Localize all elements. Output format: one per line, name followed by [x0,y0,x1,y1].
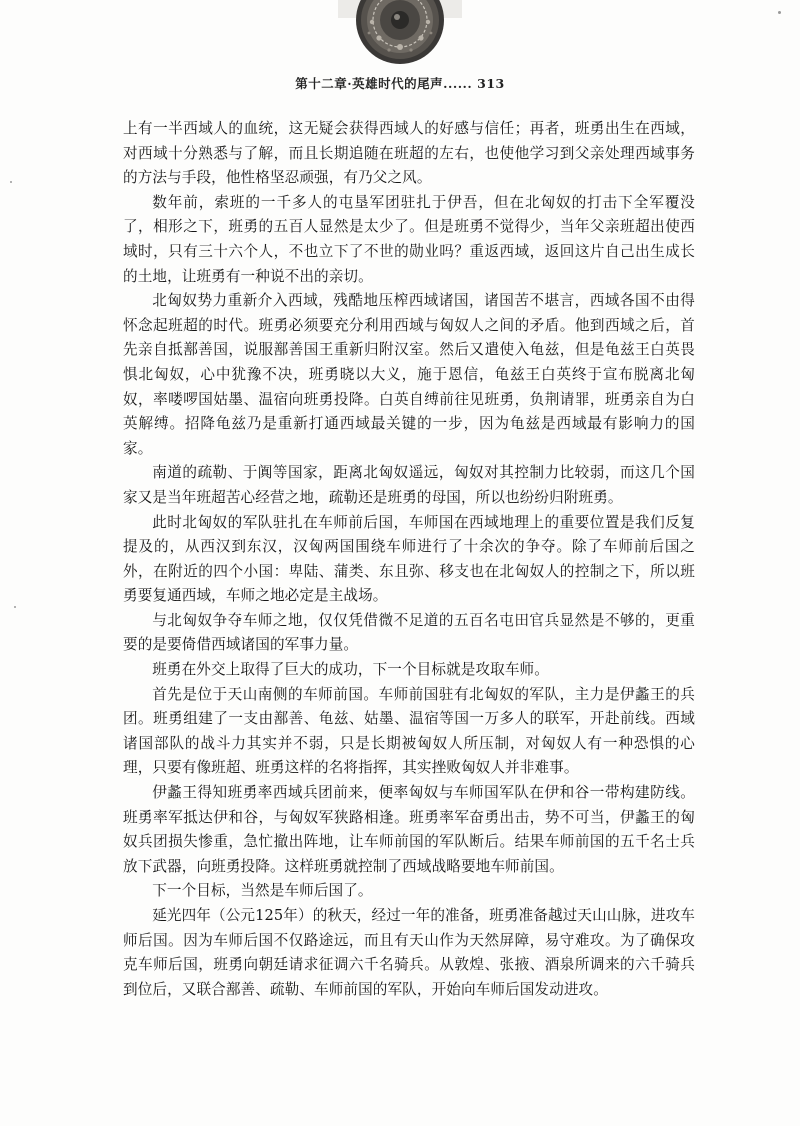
paragraph: 首先是位于天山南侧的车师前国。车师前国驻有北匈奴的军队，主力是伊蠡王的兵团。班勇组建了一支由鄯善、龟兹、姑墨、温宿等国一万多人的联军，开赴前线。西域诸国部队的战斗力其实并不弱，只是长期被匈奴人所压制，对匈奴人有一种恐惧的心理，只要有像班超、班勇这样的名将指挥，其实挫败匈奴人并非难事。 [123,685,695,777]
paragraph: 南道的疏勒、于阗等国家，距离北匈奴遥远，匈奴对其控制力比较弱，而这几个国家又是当年班超苦心经营之地，疏勒还是班勇的母国，所以也纷纷归附班勇。 [123,464,695,506]
paragraph: 此时北匈奴的军队驻扎在车师前后国，车师国在西域地理上的重要位置是我们反复提及的，从西汉到东汉，汉匈两国围绕车师进行了十余次的争夺。除了车师前后国之外，在附近的四个小国：卑陆、蒲类、东且弥、移支也在北匈奴人的控制之下，所以班勇要复通西域，车师之地必定是主战场。 [123,513,695,605]
paragraph: 下一个目标，当然是车师后国了。 [152,882,373,900]
scan-speck [14,606,16,608]
body-text [123,117,695,1002]
paragraph: 伊蠡王得知班勇率西域兵团前来，便率匈奴与车师国军队在伊和谷一带构建防线。班勇率军抵达伊和谷，与匈奴军狭路相逢。班勇率军奋勇出击，势不可当，伊蠡王的匈奴兵团损失惨重，急忙撤出阵地，让车师前国的军队断后。结果车师前国的五千名士兵放下武器，向班勇投降。这样班勇就控制了西域战略要地车师前国。 [123,784,695,875]
scan-speck [10,181,12,183]
scan-speck [778,11,781,14]
paragraph: 延光四年（公元125年）的秋天，经过一年的准备，班勇准备越过天山山脉，进攻车师后国。因为车师后国不仅路途远，而且有天山作为天然屏障，易守难攻。为了确保攻克车师后国，班勇向朝廷请求征调六千名骑兵。从敦煌、张掖、酒泉所调来的六千骑兵到位后，又联合鄯善、疏勒、车师前国的军队，开始向车师后国发动进攻。 [123,907,695,998]
paragraph: 上有一半西域人的血统，这无疑会获得西域人的好感与信任；再者，班勇出生在西域，对西域十分熟悉与了解，而且长期追随在班超的左右，也使他学习到父亲处理西域事务的方法与手段，他性格坚忍顽强，有乃父之风。 [123,120,695,187]
header-leader: ...... [443,76,473,91]
page-number: 313 [477,76,505,91]
running-header [0,74,800,92]
paragraph: 北匈奴势力重新介入西域，残酷地压榨西域诸国，诸国苦不堪言，西域各国不由得怀念起班超的时代。班勇必须要充分利用西域与匈奴人之间的矛盾。他到西域之后，首先亲自抵鄯善国，说服鄯善国王重新归附汉室。然后又遣使入龟兹，但是龟兹王白英畏惧北匈奴，心中犹豫不决，班勇晓以大义，施于恩信，龟兹王白英终于宣布脱离北匈奴，率喽啰国姑墨、温宿向班勇投降。白英自缚前往见班勇，负荆请罪，班勇亲自为白英解缚。招降龟兹乃是重新打通西域最关键的一步，因为龟兹是西域最有影响力的国家。 [123,292,695,457]
paragraph: 班勇在外交上取得了巨大的成功，下一个目标就是攻取车师。 [152,661,549,679]
chapter-title: 第十二章·英雄时代的尾声 [295,76,444,91]
paragraph: 数年前，索班的一千多人的屯垦军团驻扎于伊吾，但在北匈奴的打击下全军覆没了，相形之下，班勇的五百人显然是太少了。但是班勇不觉得少，当年父亲班超出使西域时，只有三十六个人，不也立下了不世的勋业吗？重返西域，返回这片自己出生成长的土地，让班勇有一种说不出的亲切。 [123,193,695,285]
bronze-mirror-emblem-icon [355,0,445,66]
paragraph: 与北匈奴争夺车师之地，仅仅凭借微不足道的五百名屯田官兵显然是不够的，更重要的是要倚借西域诸国的军事力量。 [123,611,695,654]
